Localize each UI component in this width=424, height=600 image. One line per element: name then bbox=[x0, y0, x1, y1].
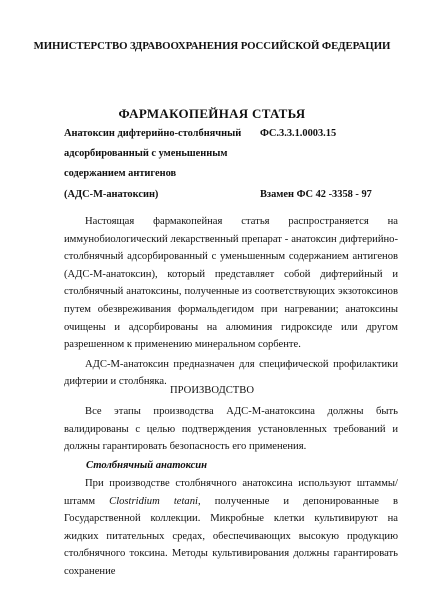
tetanus-subheading: Столбнячный анатоксин bbox=[86, 460, 208, 471]
tetanus-block bbox=[64, 475, 398, 581]
article-title-line-3: содержанием антигенов bbox=[64, 168, 177, 179]
production-heading: ПРОИЗВОДСТВО bbox=[170, 385, 254, 396]
purpose-paragraph: АДС-М-анатоксин предназначен для специфической профилактики дифтерии и столбняка. bbox=[64, 358, 398, 388]
document-type-title: ФАРМАКОПЕЙНАЯ СТАТЬЯ bbox=[118, 106, 306, 121]
tetanus-paragraph bbox=[64, 475, 398, 581]
intro-paragraph: Настоящая фармакопейная статья распространяется на иммунобиологический лекарственный препарат - анатоксин дифтерийно-столбнячный адсорбированный с уменьшенным содержанием антигенов (АДС-М-анатоксин), который представляет собой дифтерийный и столбнячный анатоксины, полученные из соответствующих экзотоксинов путем обезвреживания формальдегидом при нагревании; анатоксины очищены и адсорбированы на алюминия гидроксиде или другом разрешенном к применению минеральном сорбенте. bbox=[64, 216, 398, 351]
article-code: ФС.3.3.1.0003.15 bbox=[260, 128, 337, 139]
production-paragraph: Все этапы производства АДС-М-анатоксина должны быть валидированы с целью подтверждения установленных требований и должны гарантировать безопасность его применения. bbox=[64, 406, 398, 453]
article-title-line-1: Анатоксин дифтерийно-столбнячный bbox=[64, 128, 242, 139]
article-title-line-2: адсорбированный с уменьшенным bbox=[64, 148, 228, 159]
intro-block bbox=[64, 213, 398, 391]
production-block bbox=[64, 403, 398, 456]
ministry-heading: МИНИСТЕРСТВО ЗДРАВООХРАНЕНИЯ РОССИЙСКОЙ ФЕДЕРАЦИИ bbox=[33, 40, 391, 52]
organism-name: Clostridium tetani bbox=[109, 495, 198, 507]
article-title-line-4: (АДС-М-анатоксин) bbox=[64, 189, 159, 200]
tetanus-paragraph-end: , полученные и депонированные в Государственной коллекции. Микробные клетки культивируют на жидких питательных средах, обеспечивающих высокую продукцию столбнячного токсина. Методы культивирования должны гарантировать сохранение bbox=[64, 495, 398, 577]
tetanus-paragraph-start: При производстве столбнячного анатоксина используют штаммы/штамм bbox=[64, 478, 398, 507]
replaces-code: Взамен ФС 42 -3358 - 97 bbox=[260, 189, 372, 200]
